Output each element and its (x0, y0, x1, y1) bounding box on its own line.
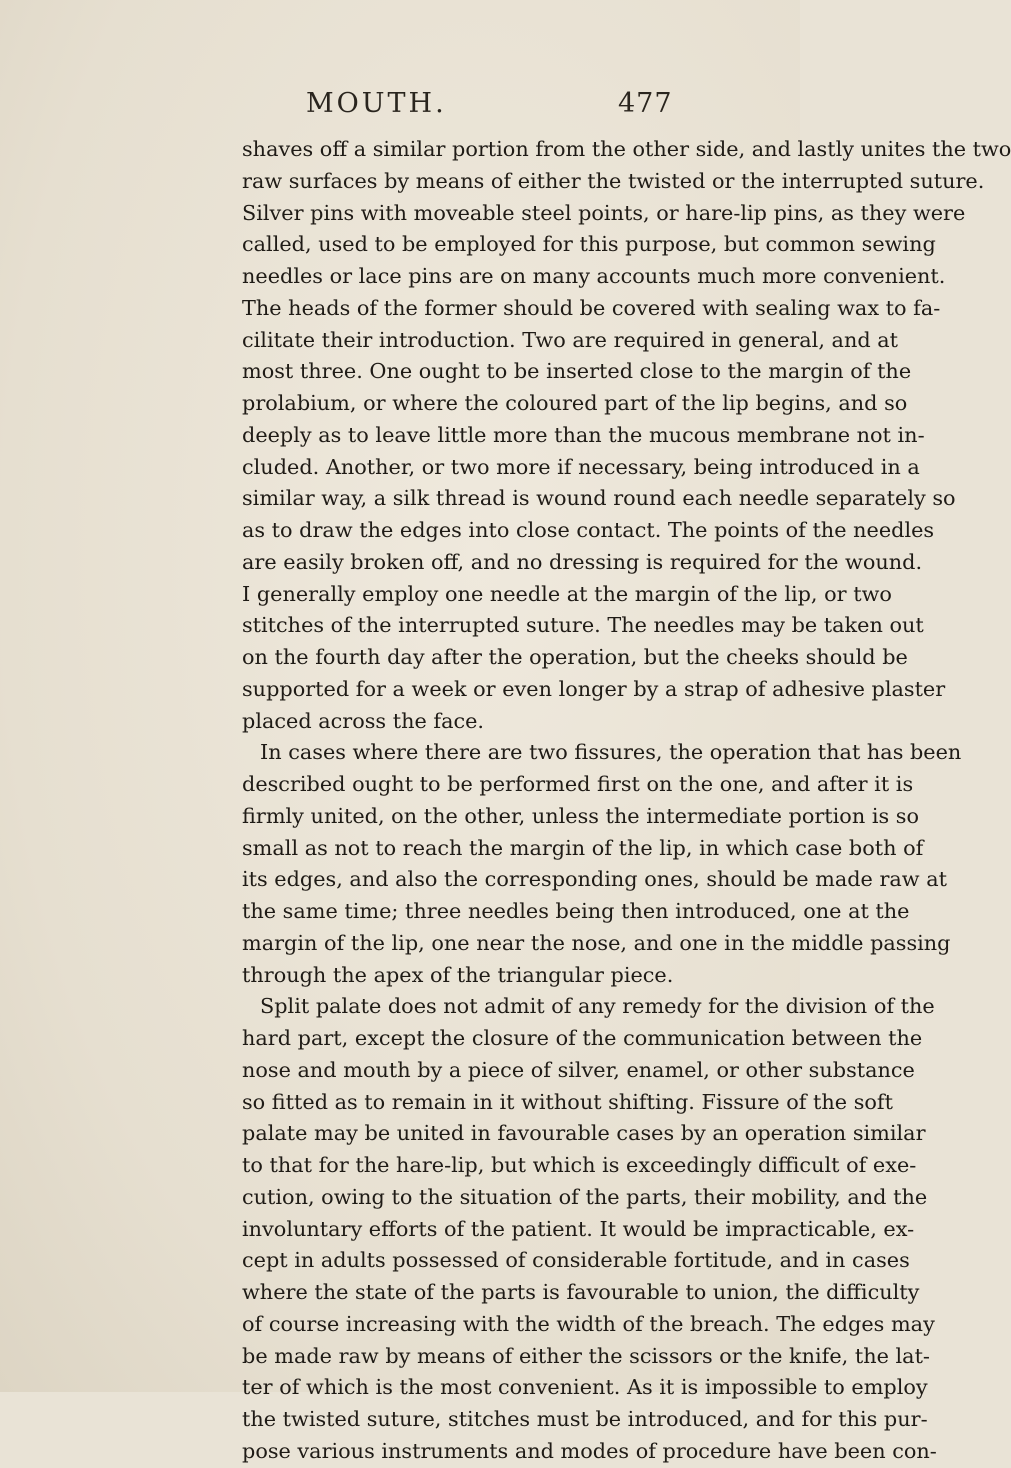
text-line: on the fourth day after the operation, but the cheeks should be (242, 645, 908, 669)
text-line: through the apex of the triangular piece. (242, 962, 674, 987)
text-line: margin of the lip, one near the nose, and one in the middle passing (242, 930, 951, 955)
text-line: shaves off a similar portion from the other side, and lastly unites the two (242, 137, 1011, 161)
text-line: its edges, and also the corresponding ones, should be made raw at (242, 867, 947, 892)
text-line: cution, owing to the situation of the parts, their mobility, and the (242, 1184, 928, 1209)
text-line: be made raw by means of either the scissors or the knife, the lat- (242, 1343, 930, 1368)
text-line: deeply as to leave little more than the mucous membrane not in- (242, 422, 925, 447)
text-line: The heads of the former should be covered with sealing wax to fa- (242, 295, 941, 320)
text-line: ter of which is the most convenient. As it is impossible to employ (242, 1375, 928, 1400)
text-line: involuntary efforts of the patient. It would be impracticable, ex- (242, 1216, 915, 1241)
text-line: small as not to reach the margin of the lip, in which case both of (242, 835, 924, 860)
text-line: placed across the face. (242, 708, 485, 733)
page-number: 477 (618, 88, 673, 119)
paragraph-start-line: In cases where there are two fissures, the operation that has been (260, 740, 962, 765)
text-line: so fitted as to remain in it without shifting. Fissure of the soft (242, 1089, 893, 1114)
text-line: hard part, except the closure of the communication between the (242, 1026, 923, 1050)
text-line: firmly united, on the other, unless the intermediate portion is so (242, 803, 919, 828)
text-line: most three. One ought to be inserted close to the margin of the (242, 359, 912, 384)
text-line: of course increasing with the width of the breach. The edges may (242, 1311, 935, 1336)
body-text (242, 134, 1011, 1468)
text-line: Silver pins with moveable steel points, or hare-lip pins, as they were (242, 200, 966, 225)
text-line: palate may be united in favourable cases by an operation similar (242, 1121, 926, 1146)
text-line: similar way, a silk thread is wound round each needle separately so (242, 486, 956, 511)
text-line: the same time; three needles being then introduced, one at the (242, 899, 910, 923)
text-line: stitches of the interrupted suture. The needles may be taken out (242, 613, 924, 638)
running-head (0, 88, 800, 128)
text-line: raw surfaces by means of either the twisted or the interrupted suture. (242, 168, 985, 193)
text-line: where the state of the parts is favourable to union, the difficulty (242, 1280, 920, 1304)
text-line: described ought to be performed first on the one, and after it is (242, 772, 914, 796)
running-title: MOUTH. (306, 88, 447, 119)
text-line: are easily broken off, and no dressing is required for the wound. (242, 549, 923, 574)
text-line: as to draw the edges into close contact. The points of the needles (242, 518, 935, 542)
text-line: called, used to be employed for this purpose, but common sewing (242, 232, 936, 257)
text-line: I generally employ one needle at the margin of the lip, or two (242, 581, 892, 606)
text-line: needles or lace pins are on many accounts much more convenient. (242, 264, 946, 288)
text-line: cept in adults possessed of considerable fortitude, and in cases (242, 1248, 910, 1273)
text-line: pose various instruments and modes of procedure have been con- (242, 1438, 937, 1463)
text-line: cluded. Another, or two more if necessary, being introduced in a (242, 454, 920, 479)
text-line: cilitate their introduction. Two are required in general, and at (242, 327, 899, 352)
text-line: the twisted suture, stitches must be introduced, and for this pur- (242, 1407, 928, 1431)
text-line: prolabium, or where the coloured part of the lip begins, and so (242, 391, 908, 415)
text-line: supported for a week or even longer by a strap of adhesive plaster (242, 676, 946, 701)
text-line: to that for the hare-lip, but which is exceedingly difficult of exe- (242, 1153, 917, 1177)
text-line: nose and mouth by a piece of silver, enamel, or other substance (242, 1057, 915, 1082)
paragraph-start-line: Split palate does not admit of any remedy for the division of the (260, 994, 935, 1019)
